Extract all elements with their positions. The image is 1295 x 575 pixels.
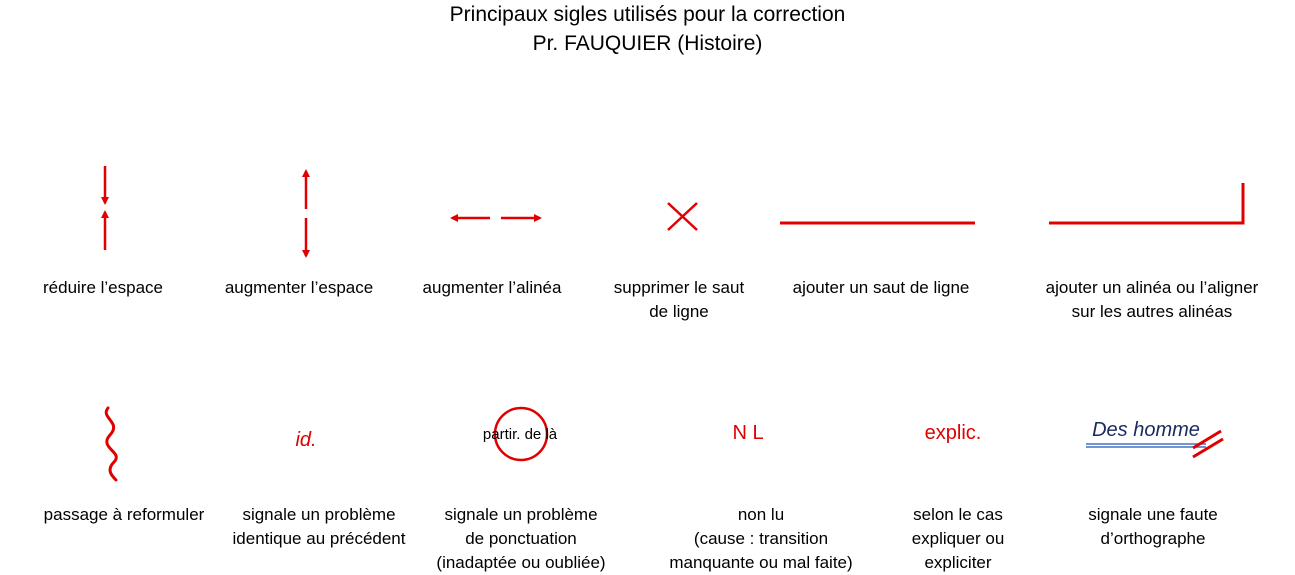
symbol-punctuation-text: partir. de là xyxy=(482,426,558,443)
label-reduire-espace: réduire l’espace xyxy=(42,278,164,297)
title-line-1: Principaux sigles utilisés pour la correction xyxy=(449,3,846,26)
label-supprimer-saut: supprimer le saut de ligne xyxy=(613,278,745,321)
label-ajouter-saut: ajouter un saut de ligne xyxy=(792,278,970,297)
cross-icon xyxy=(668,203,697,230)
label-identique: signale un problème identique au précédent xyxy=(232,505,406,548)
label-non-lu: non lu (cause : transition manquante ou mal faite) xyxy=(669,505,853,572)
symbol-spelling-text: Des homme xyxy=(1092,419,1200,441)
label-reformuler: passage à reformuler xyxy=(43,505,205,524)
label-orthographe: signale une faute d’orthographe xyxy=(1088,505,1218,548)
label-ponctuation: signale un problème de ponctuation (inadaptée ou oubliée) xyxy=(436,505,606,572)
title-line-2: Pr. FAUQUIER (Histoire) xyxy=(532,32,763,55)
label-expliquer: selon le cas expliquer ou expliciter xyxy=(911,505,1005,572)
symbol-id-text: id. xyxy=(295,429,317,451)
symbol-nl-text: N L xyxy=(732,422,764,444)
label-augmenter-alinea: augmenter l’alinéa xyxy=(422,278,562,297)
symbol-explic-text: explic. xyxy=(924,422,982,444)
line-with-hook-icon xyxy=(1049,183,1243,223)
wavy-line-icon xyxy=(106,408,116,480)
label-augmenter-espace: augmenter l’espace xyxy=(224,278,374,297)
label-ajouter-alinea: ajouter un alinéa ou l’aligner sur les autres alinéas xyxy=(1045,278,1259,321)
